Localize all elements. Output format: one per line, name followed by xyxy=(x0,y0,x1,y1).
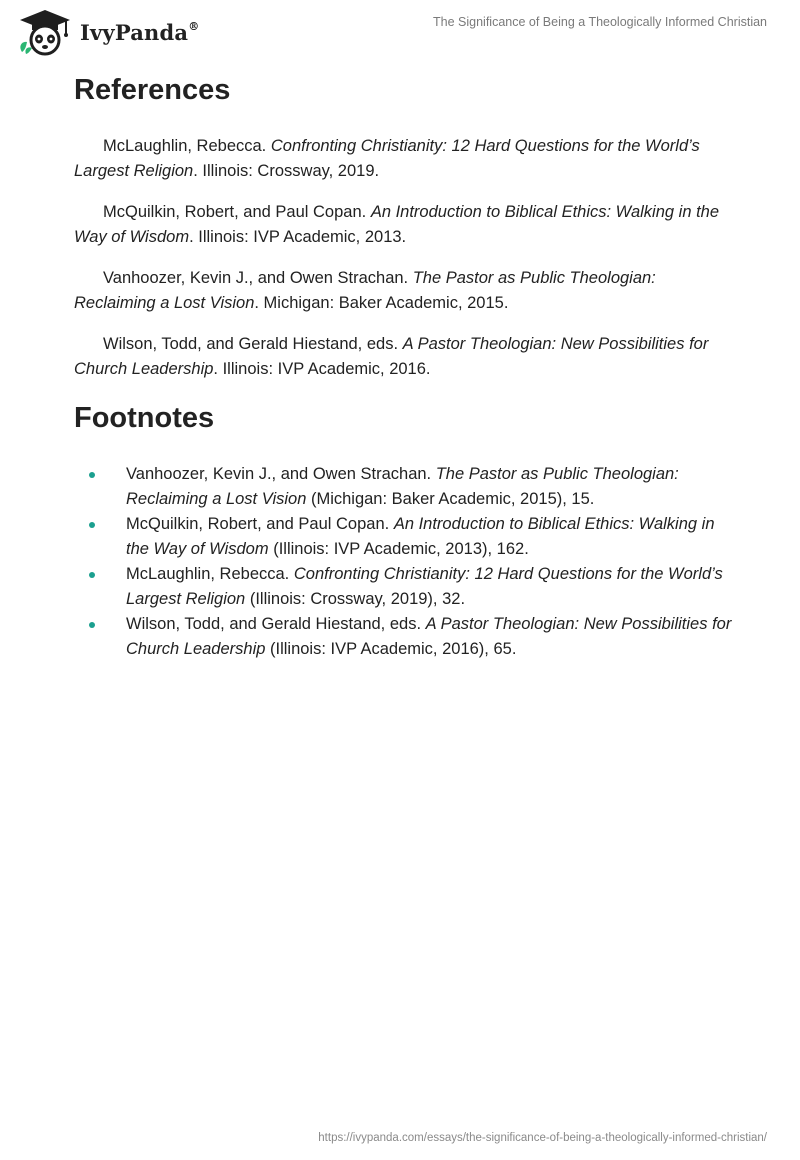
ivypanda-logo[interactable] xyxy=(16,8,199,56)
document-title: The Significance of Being a Theologically Informed Christian xyxy=(433,15,767,29)
page-header xyxy=(0,0,800,60)
references-list xyxy=(74,134,734,382)
footnote-item: Vanhoozer, Kevin J., and Owen Strachan. The Pastor as Public Theologian: Reclaiming a Lost Vision (Michigan: Baker Academic, 2015), 15. xyxy=(74,462,734,512)
footnotes-heading: Footnotes xyxy=(74,402,215,434)
bullet-icon xyxy=(89,622,95,628)
panda-graduate-icon xyxy=(16,8,74,56)
reference-item: McQuilkin, Robert, and Paul Copan. An Introduction to Biblical Ethics: Walking in the Way of Wisdom. Illinois: IVP Academic, 2013. xyxy=(74,203,720,246)
bullet-icon xyxy=(89,572,95,578)
references-heading: References xyxy=(74,74,231,106)
reference-item: Wilson, Todd, and Gerald Hiestand, eds. A Pastor Theologian: New Possibilities for Church Leadership. Illinois: IVP Academic, 2016. xyxy=(74,335,709,378)
footnote-item: McLaughlin, Rebecca. Confronting Christianity: 12 Hard Questions for the World’s Largest Religion (Illinois: Crossway, 2019), 32. xyxy=(74,562,734,612)
essay-content xyxy=(74,70,734,662)
bullet-icon xyxy=(89,472,95,478)
footnote-item: McQuilkin, Robert, and Paul Copan. An Introduction to Biblical Ethics: Walking in the Way of Wisdom (Illinois: IVP Academic, 2013), 162. xyxy=(74,512,734,562)
footnote-item: Wilson, Todd, and Gerald Hiestand, eds. A Pastor Theologian: New Possibilities for Church Leadership (Illinois: IVP Academic, 2016), 65. xyxy=(74,612,734,662)
bullet-icon xyxy=(89,522,95,528)
source-url-link[interactable]: https://ivypanda.com/essays/the-significance-of-being-a-theologically-informed-christian/ xyxy=(318,1132,767,1144)
reference-item: Vanhoozer, Kevin J., and Owen Strachan. The Pastor as Public Theologian: Reclaiming a Lost Vision. Michigan: Baker Academic, 2015. xyxy=(74,269,656,312)
footnotes-list xyxy=(74,462,734,662)
brand-name: IvyPanda® xyxy=(80,19,200,45)
reference-item: McLaughlin, Rebecca. Confronting Christianity: 12 Hard Questions for the World’s Largest Religion. Illinois: Crossway, 2019. xyxy=(74,137,700,180)
